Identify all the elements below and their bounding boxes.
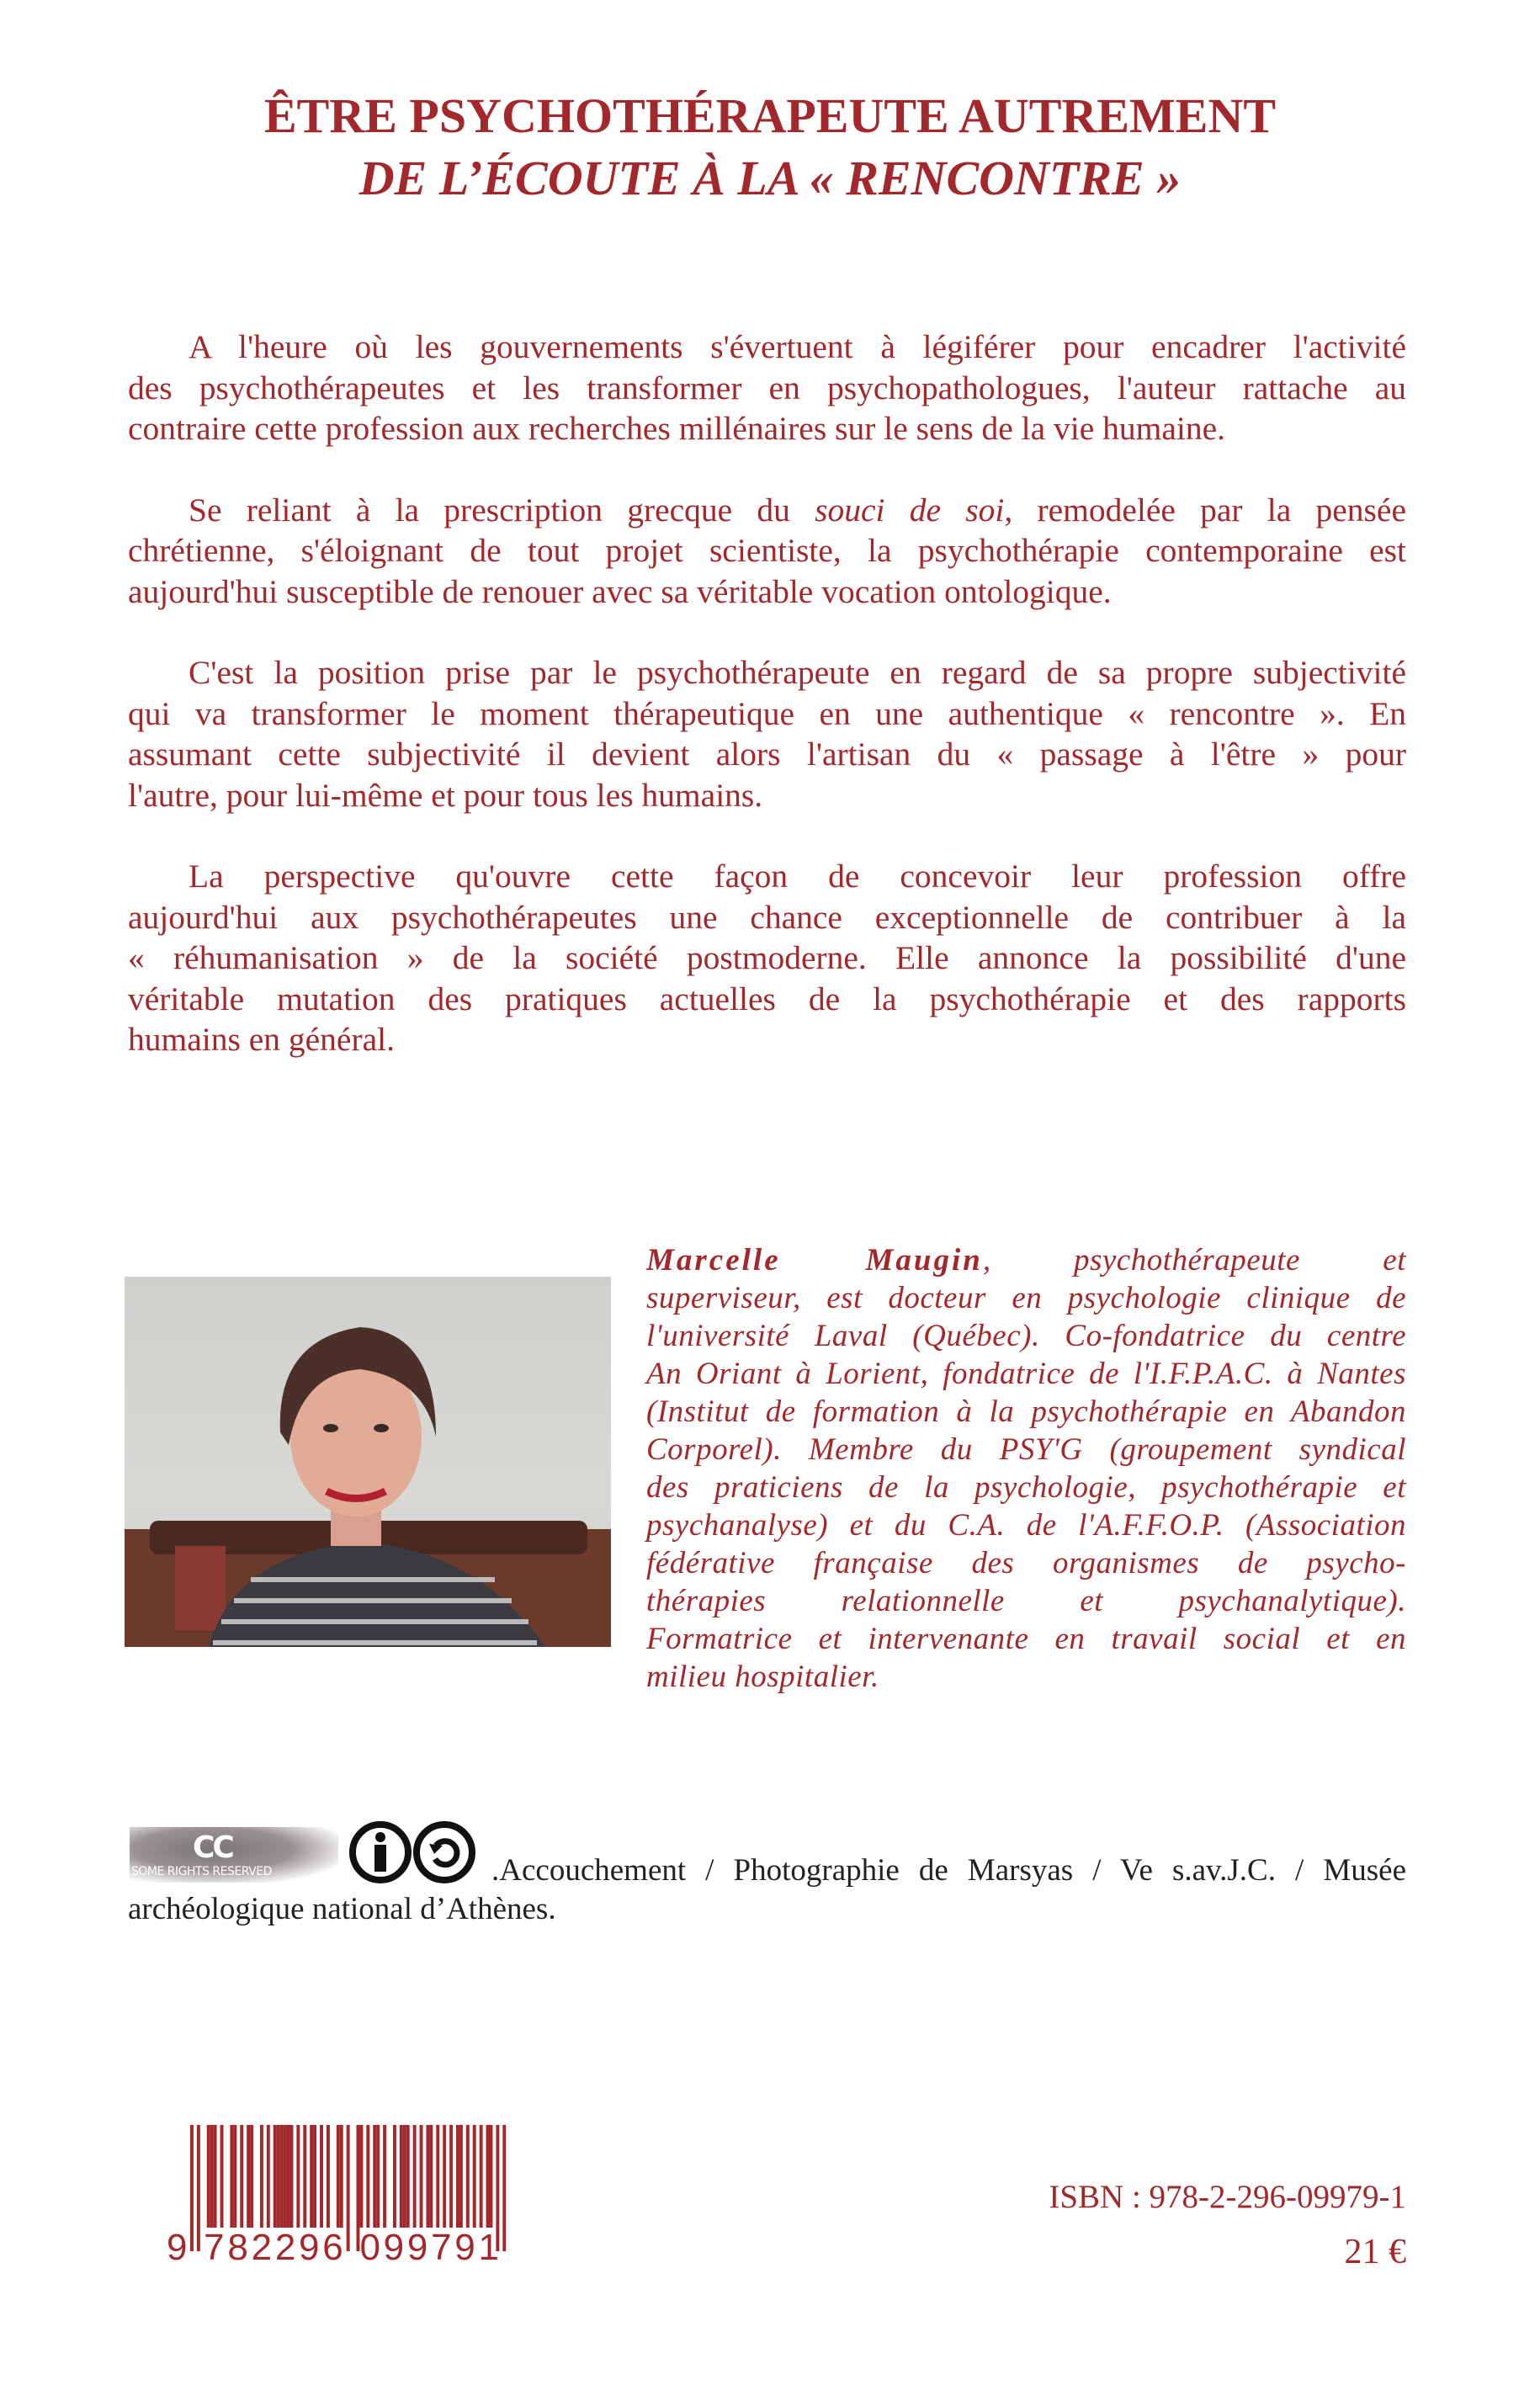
barcode-bar (313, 2125, 316, 2228)
barcode-bar (250, 2125, 253, 2228)
barcode-bar (337, 2125, 340, 2228)
author-photo (125, 1277, 611, 1647)
barcode-bar (449, 2125, 453, 2228)
text-line: des psychothérapeutes et les transformer en psychopathologues, l'auteur rattache au (128, 369, 1406, 406)
barcode-bar (376, 2125, 380, 2228)
barcode-bar (327, 2125, 330, 2228)
barcode-bar (359, 2125, 363, 2228)
barcode-bar (366, 2125, 369, 2228)
barcode-bar (303, 2125, 306, 2228)
barcode-bar (480, 2125, 483, 2228)
bio-line: superviseur, est docteur en psychologie clinique de (646, 1281, 1406, 1315)
bio-line: fédérative française des organismes de psycho- (646, 1546, 1406, 1580)
barcode-bar (426, 2125, 429, 2228)
bio-line: Corporel). Membre du PSY'G (groupement syndical (646, 1432, 1406, 1467)
barcode-bar (403, 2125, 406, 2228)
barcode-bar (207, 2125, 210, 2228)
bio-line: milieu hospitalier. (646, 1660, 879, 1694)
cc-tagline: SOME RIGHTS RESERVED (131, 1865, 272, 1878)
barcode-bar (383, 2125, 386, 2228)
barcode-bar (290, 2125, 294, 2228)
barcode-bar (420, 2125, 423, 2228)
text-line: « réhumanisation » de la société postmoderne. Elle annonce la possibilité d'une (128, 939, 1406, 976)
barcode-bar (436, 2125, 439, 2228)
bio-line: Marcelle Maugin, psychothérapeute et (646, 1243, 1407, 1277)
barcode-bar (310, 2125, 313, 2228)
barcode-bar (284, 2125, 287, 2228)
bio-line: psychanalyse) et du C.A. de l'A.F.F.O.P. (Association (646, 1508, 1406, 1543)
bio-line: Formatrice et intervenante en travail social et en (646, 1622, 1406, 1656)
bio-line: l'université Laval (Québec). Co-fondatrice du centre (646, 1319, 1406, 1353)
barcode-digits: 9 782296 099791 (167, 2227, 499, 2264)
book-title: ÊTRE PSYCHOTHÉRAPEUTE AUTREMENT (263, 88, 1277, 143)
barcode-bar (373, 2125, 376, 2228)
barcode-bar (220, 2125, 224, 2228)
bio-line: des praticiens de la psychologie, psychothérapie et (646, 1470, 1406, 1505)
isbn: ISBN : 978-2-296-09979-1 (1049, 2179, 1406, 2215)
price: 21 € (1344, 2233, 1406, 2271)
text-line: assumant cette subjectivité il devient alors l'artisan du « passage à l'être » pour (128, 736, 1406, 773)
author-bio (646, 1241, 1406, 1696)
barcode-bar (459, 2125, 463, 2228)
book-subtitle: DE L’ÉCOUTE À LA « RENCONTRE » (358, 151, 1182, 205)
cc-logo: CC (193, 1830, 232, 1865)
barcode-bar (230, 2125, 233, 2228)
barcode-bar (429, 2125, 433, 2228)
text-line: Se reliant à la prescription grecque du souci de soi, remodelée par la pensée (189, 491, 1406, 529)
text-line: La perspective qu'ouvre cette façon de concevoir leur profession offre (189, 858, 1406, 895)
barcode-bar (413, 2125, 417, 2228)
barcode-bar (490, 2125, 493, 2228)
text-line: aujourd'hui aux psychothérapeutes une chance exceptionnelle de contribuer à la (128, 898, 1406, 936)
blurb (128, 327, 1406, 1101)
barcode-bar (210, 2125, 214, 2228)
text-line: chrétienne, s'éloignant de tout projet scientiste, la psychothérapie contemporaine est (128, 532, 1406, 569)
barcode-bar (456, 2125, 459, 2228)
isbn-barcode (165, 2125, 510, 2264)
barcode-bar (287, 2125, 290, 2228)
paragraph (128, 856, 1406, 1060)
bio-line: An Oriant à Lorient, fondatrice de l'I.F.P.A.C. à Nantes (646, 1357, 1406, 1391)
barcode-bar (340, 2125, 343, 2228)
barcode-bar (214, 2125, 217, 2228)
barcode-bar (247, 2125, 250, 2228)
text-line: qui va transformer le moment thérapeutique en une authentique « rencontre ». En (128, 694, 1406, 732)
image-credit (128, 1851, 1406, 1929)
barcode-bar (406, 2125, 410, 2228)
text-line: l'autre, pour lui-même et pour tous les humains. (128, 776, 763, 814)
text-line: C'est la position prise par le psychothérapeute en regard de sa propre subjectivité (189, 654, 1406, 691)
barcode-bar (280, 2125, 284, 2228)
bio-line: (Institut de formation à la psychothérapie en Abandon (646, 1394, 1406, 1429)
barcode-bar (400, 2125, 403, 2228)
credit-line-1: .Accouchement / Photographie de Marsyas / Ve s.av.J.C. / Musée (491, 1853, 1406, 1888)
barcode-bar (296, 2125, 300, 2228)
barcode-bar (320, 2125, 323, 2228)
text-line: aujourd'hui susceptible de renouer avec sa véritable vocation ontologique. (128, 572, 1112, 610)
barcode-bar (273, 2125, 277, 2228)
paragraph (128, 327, 1406, 449)
barcode-bar (473, 2125, 476, 2228)
paragraph (128, 652, 1406, 815)
text-line: véritable mutation des pratiques actuelles de la psychothérapie et des rapports (128, 980, 1406, 1017)
barcode-bar (233, 2125, 236, 2228)
barcode-bar (260, 2125, 263, 2228)
text-line: contraire cette profession aux recherches millénaires sur le sens de la vie humaine. (128, 410, 1226, 447)
text-line: A l'heure où les gouvernements s'évertuent à légiférer pour encadrer l'activité (189, 328, 1406, 365)
barcode-bar (486, 2125, 490, 2228)
barcode-bar (466, 2125, 470, 2228)
barcode-bar (393, 2125, 396, 2228)
barcode-bar (277, 2125, 280, 2228)
bio-line: thérapies relationnelle et psychanalytique). (646, 1584, 1406, 1618)
text-line: humains en général. (128, 1021, 395, 1058)
author-name: Marcelle Maugin (646, 1243, 983, 1277)
barcode-bar (240, 2125, 243, 2228)
barcode-bar (267, 2125, 270, 2228)
barcode-bar (443, 2125, 446, 2228)
paragraph (128, 490, 1406, 613)
credit-line-2: archéologique national d’Athènes. (128, 1892, 556, 1926)
barcode-bar (502, 2125, 506, 2251)
